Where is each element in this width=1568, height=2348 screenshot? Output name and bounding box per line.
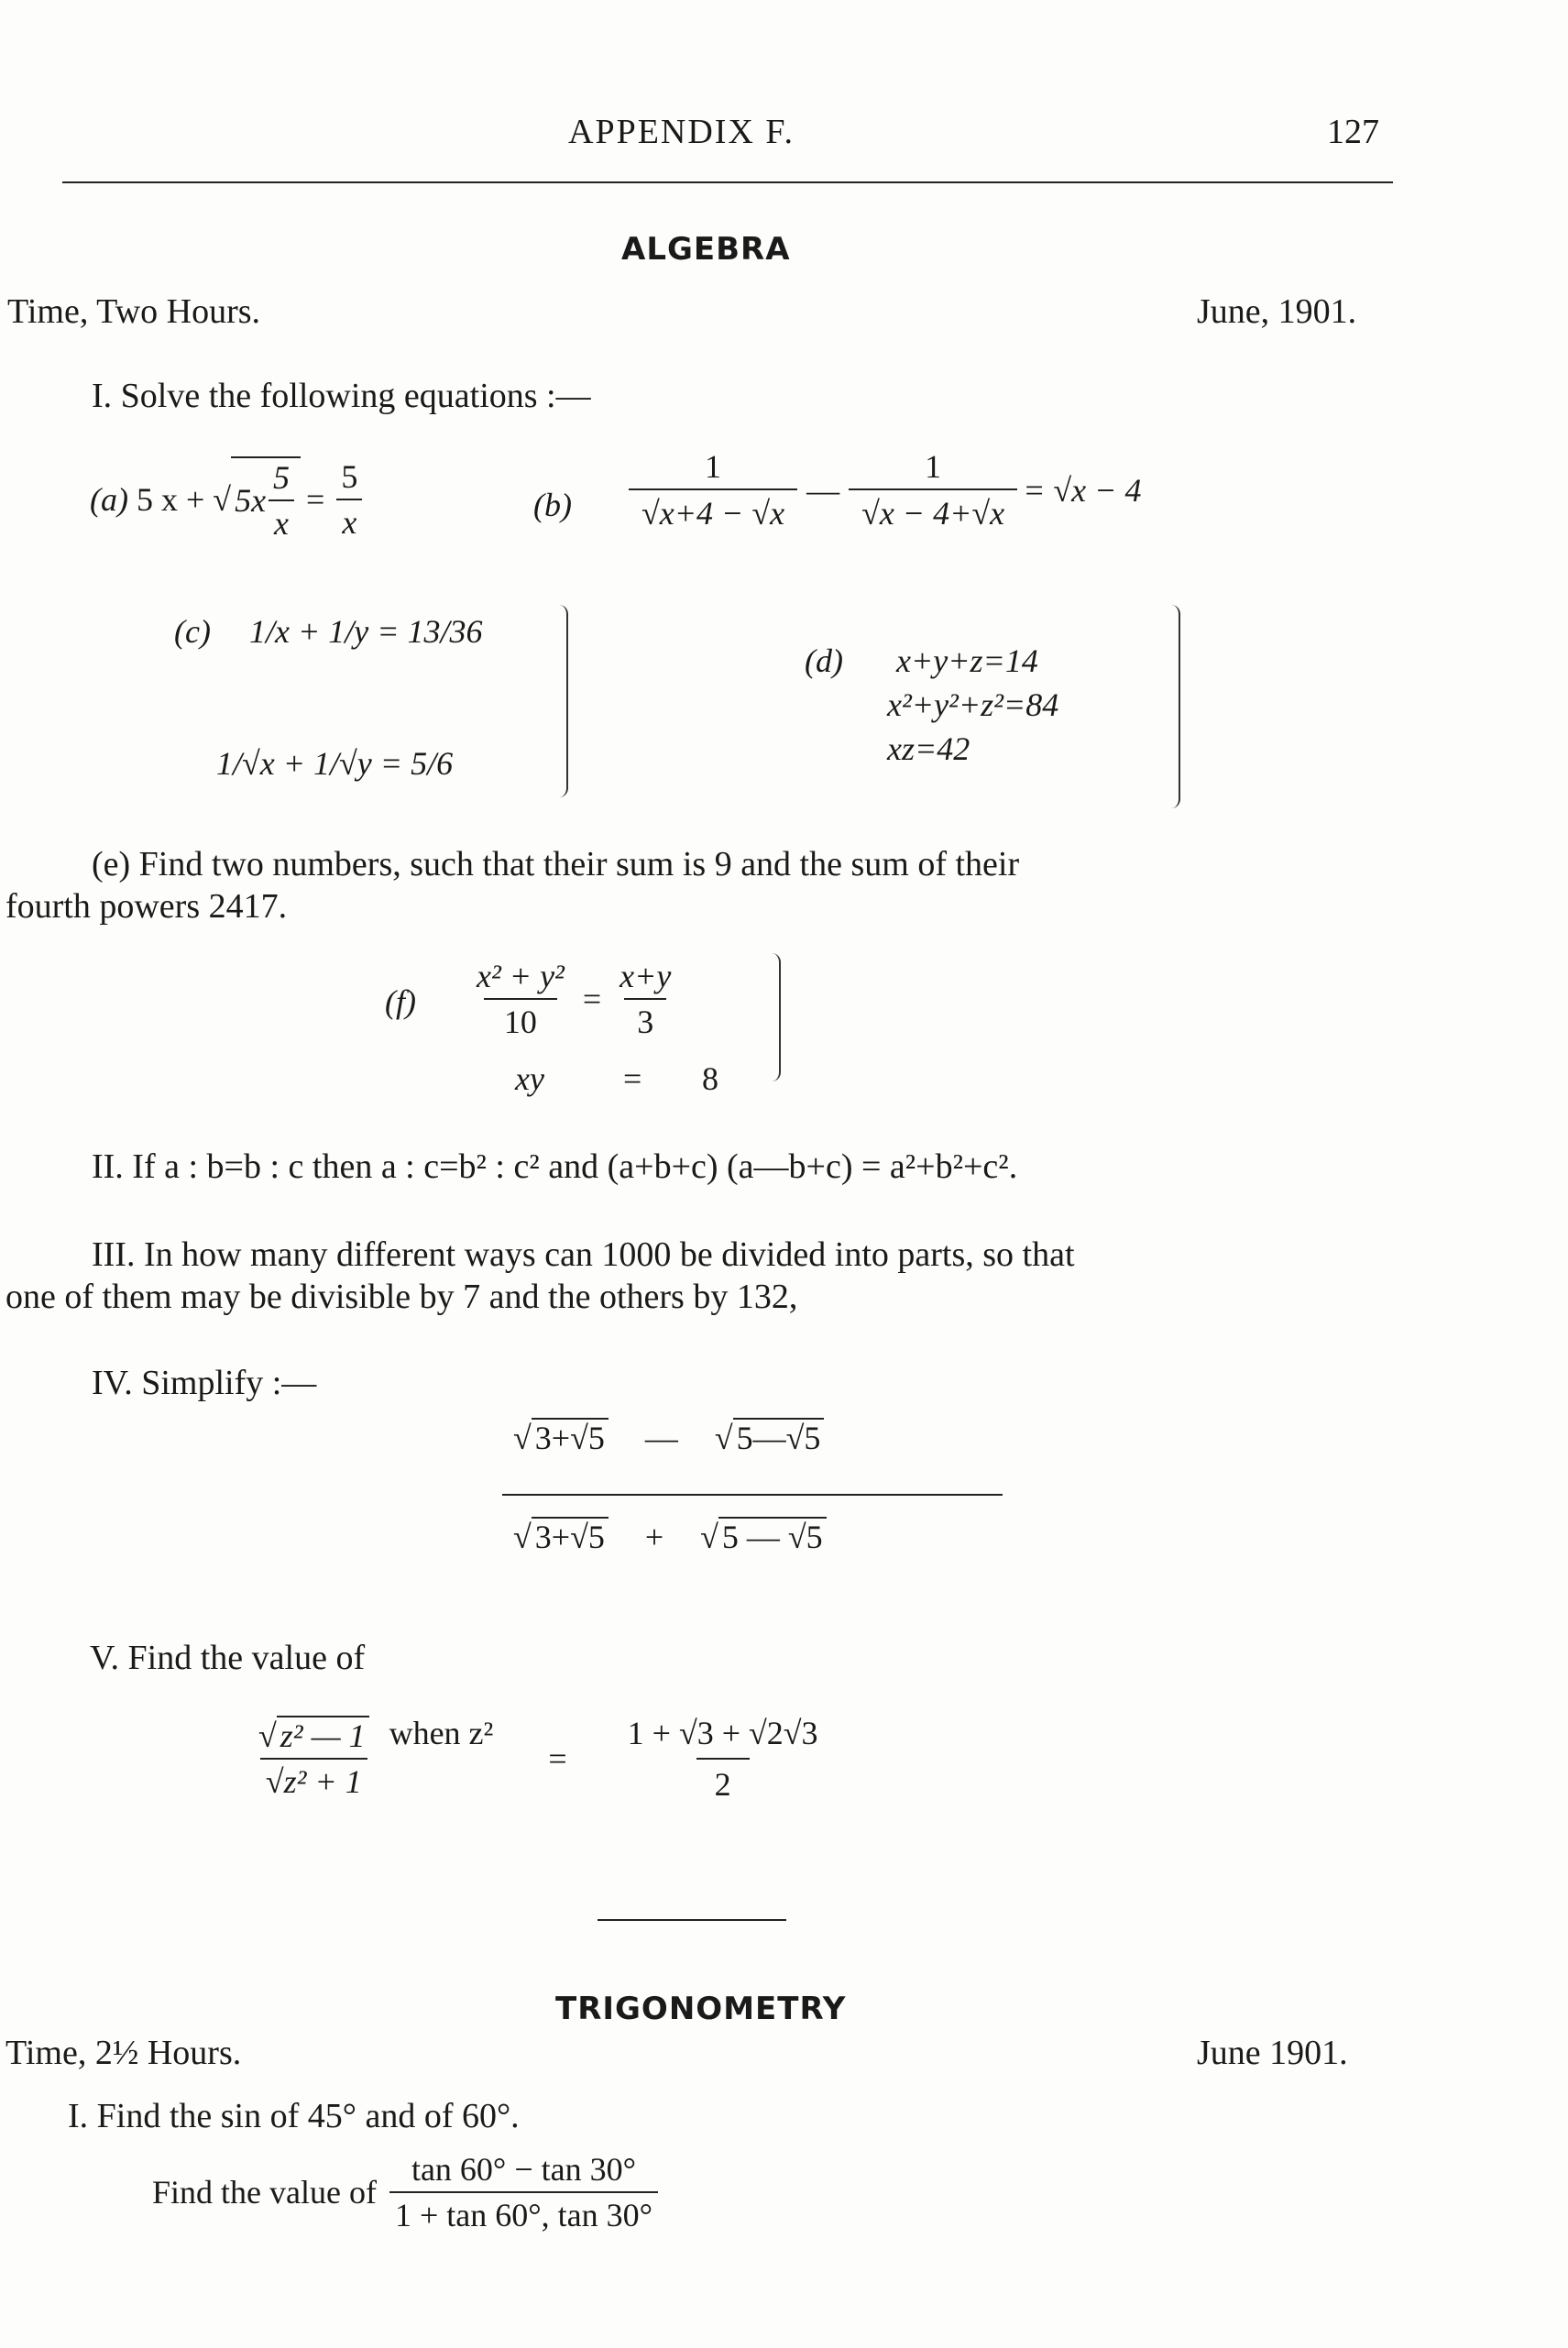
eq-f-num2: x+y <box>620 958 672 994</box>
q5-eq: = <box>548 1740 567 1777</box>
eq-f-label: (f) <box>385 983 416 1020</box>
q4-fraction-bar <box>502 1494 1003 1496</box>
algebra-time: Time, Two Hours. <box>7 292 261 331</box>
q5-when: when z² <box>389 1715 494 1751</box>
eq-f-brace <box>764 953 781 1081</box>
trig-q1: I. Find the sin of 45° and of 60°. <box>68 2097 520 2135</box>
q4-intro: IV. Simplify :— <box>92 1364 317 1402</box>
sqrt-icon: √ <box>714 1420 733 1456</box>
eq-a-frac-num: 5 <box>273 459 291 496</box>
q5-rhs-den: 2 <box>696 1758 750 1804</box>
q4-num-op: — <box>644 1420 678 1456</box>
trig-time: Time, 2½ Hours. <box>5 2034 242 2072</box>
q4-denominator <box>513 1518 827 1556</box>
eq-c-line1: 1/x + 1/y = 13/36 <box>249 613 483 650</box>
trig-q1b <box>152 2150 663 2234</box>
eq-a <box>90 456 368 543</box>
eq-b-num2: 1 <box>925 448 942 485</box>
q4-den-left: 3+√5 <box>532 1517 609 1555</box>
page-number: 127 <box>1327 113 1379 151</box>
q4-numerator <box>513 1419 824 1457</box>
section-divider <box>598 1919 786 1921</box>
sqrt-icon: √ <box>513 1519 532 1555</box>
eq-b-minus: — <box>806 471 840 509</box>
eq-a-rhs-num: 5 <box>341 458 358 495</box>
trig-title: TRIGONOMETRY <box>555 1991 847 2027</box>
eq-d-line1: x+y+z=14 <box>896 642 1038 679</box>
eq-c-label: (c) <box>174 613 211 650</box>
trig-q1b-den: 1 + tan 60°, tan 30° <box>389 2191 658 2234</box>
eq-a-label: (a) <box>90 481 128 518</box>
eq-b-rhs: = √x − 4 <box>1023 471 1142 509</box>
q1-intro: I. Solve the following equations :— <box>92 377 591 415</box>
algebra-date: June, 1901. <box>1197 292 1357 331</box>
eq-a-frac-den: x <box>269 499 294 543</box>
eq-b-den1: √x+4 − √x <box>629 488 797 532</box>
eq-f-eq: = <box>582 981 602 1017</box>
algebra-title: ALGEBRA <box>621 231 791 268</box>
eq-f-line2-lhs: xy <box>515 1060 544 1097</box>
eq-d-brace <box>1162 605 1180 808</box>
q3-line2: one of them may be divisible by 7 and the others by 132, <box>5 1278 798 1316</box>
eq-a-rhs-den: x <box>336 499 362 542</box>
q5-intro: V. Find the value of <box>90 1639 366 1677</box>
eq-f-line2-rhs: 8 <box>702 1060 718 1097</box>
q3-line1: III. In how many different ways can 1000 be divided into parts, so that <box>92 1235 1075 1274</box>
eq-a-radicand: 5x <box>235 482 267 519</box>
q1e-line1: (e) Find two numbers, such that their sum is 9 and the sum of their <box>92 845 1020 883</box>
header-rule <box>62 181 1393 183</box>
q4-den-op: + <box>644 1519 664 1555</box>
q4-num-right: 5—√5 <box>733 1418 825 1456</box>
eq-c-line2: 1/√x + 1/√y = 5/6 <box>216 745 454 782</box>
eq-d-line2: x²+y²+z²=84 <box>887 686 1059 723</box>
eq-f-den2: 3 <box>624 998 666 1041</box>
eq-b-label: (b) <box>533 487 572 523</box>
eq-b <box>623 447 1141 532</box>
q5-den: z² + 1 <box>283 1763 362 1800</box>
sqrt-icon: √ <box>513 1420 532 1456</box>
eq-b-den2: √x − 4+√x <box>849 488 1017 532</box>
eq-f-line2-eq: = <box>623 1060 642 1097</box>
trig-date: June 1901. <box>1197 2034 1348 2072</box>
running-title: APPENDIX F. <box>568 113 795 151</box>
eq-b-num1: 1 <box>705 448 722 485</box>
q1e-line2: fourth powers 2417. <box>5 887 288 926</box>
trig-q1b-prefix: Find the value of <box>152 2174 377 2211</box>
q4-num-left: 3+√5 <box>532 1418 609 1456</box>
eq-a-lhs: 5 x + <box>136 481 205 518</box>
eq-a-eq: = <box>306 481 325 518</box>
q5-num: z² — 1 <box>277 1716 369 1754</box>
q2-text: II. If a : b=b : c then a : c=b² : c² and (a+b+c) (a—b+c) = a²+b²+c². <box>92 1147 1018 1186</box>
q5-rhs-num: 1 + √3 + √2√3 <box>627 1715 818 1751</box>
eq-f-line1 <box>466 957 682 1041</box>
eq-d-line3: xz=42 <box>887 730 970 767</box>
eq-f-den1: 10 <box>484 998 557 1041</box>
q5-expression <box>247 1714 842 1804</box>
sqrt-icon: √ <box>213 481 232 518</box>
q4-den-right: 5 — √5 <box>718 1517 827 1555</box>
sqrt-icon: √ <box>258 1717 277 1754</box>
eq-c-brace <box>550 605 568 797</box>
eq-f-num1: x² + y² <box>477 958 565 994</box>
sqrt-icon: √ <box>700 1519 718 1555</box>
trig-q1b-num: tan 60° − tan 30° <box>411 2151 637 2188</box>
sqrt-icon: √ <box>265 1763 284 1800</box>
eq-d-label: (d) <box>805 642 843 679</box>
